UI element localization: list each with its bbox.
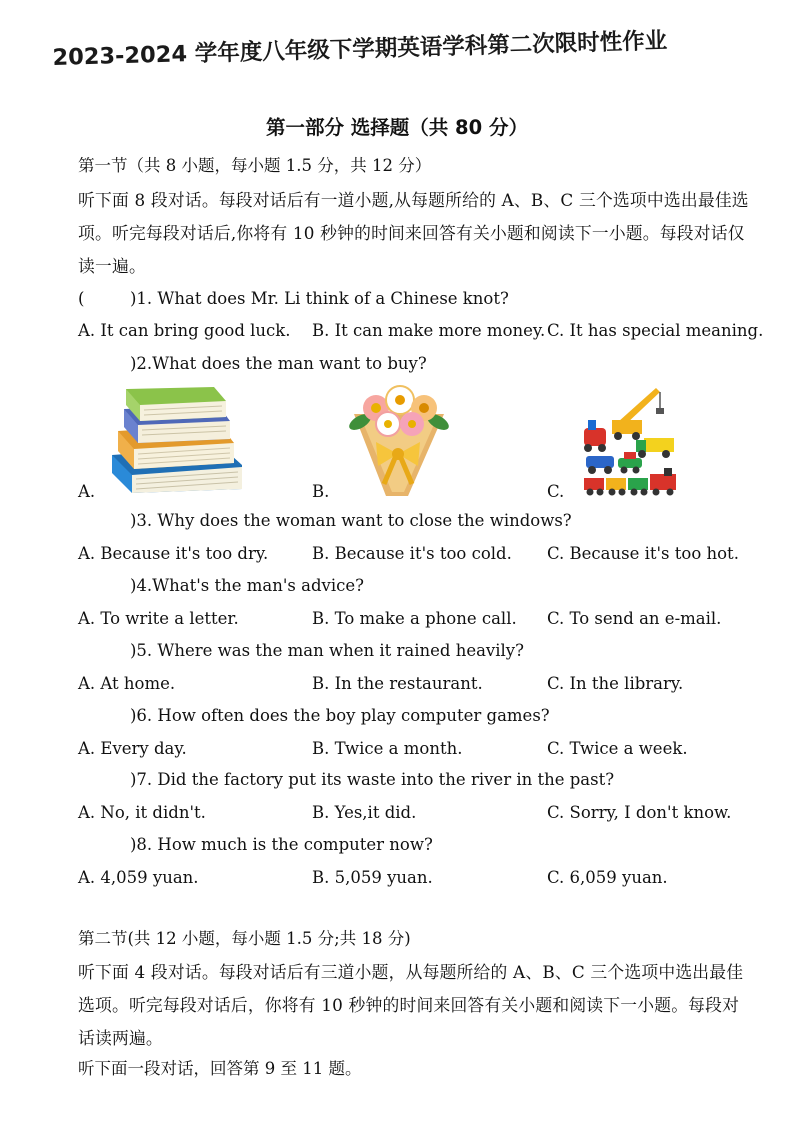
option-b: B. Twice a month.	[312, 739, 463, 758]
option-a: A. At home.	[78, 674, 176, 693]
question-5	[78, 641, 524, 660]
flowers-image	[340, 384, 458, 500]
option-a: A. It can bring good luck.	[78, 321, 291, 340]
part-one-title: 第一部分 选择题（共 80 分）	[265, 116, 528, 139]
picture-label-c: C.	[547, 482, 565, 501]
option-b: B. 5,059 yuan.	[312, 868, 433, 887]
option-c: C. Sorry, I don't know.	[547, 803, 732, 822]
question-stem: )8. How much is the computer now?	[130, 835, 433, 854]
document-header-title: 2023-2024 学年度八年级下学期英语学科第二次限时性作业	[52, 27, 668, 71]
option-a: A. To write a letter.	[78, 609, 239, 628]
option-c: C. In the library.	[547, 674, 684, 693]
option-b: B. Because it's too cold.	[312, 544, 512, 563]
question-stem: )3. Why does the woman want to close the windows?	[130, 511, 572, 530]
dialogue-lead-text: 听下面一段对话，回答第 9 至 11 题。	[78, 1059, 362, 1078]
section-one-instructions: 听下面 8 段对话。每段对话后有一道小题,从每题所给的 A、B、C 三个选项中选出最佳选项。听完每段对话后,你将有 10 秒钟的时间来回答有关小题和阅读下一小题。每段对话仅读一遍。	[78, 190, 749, 276]
section-one-heading: 第一节（共 8 小题，每小题 1.5 分，共 12 分）	[78, 156, 432, 175]
option-c: C. It has special meaning.	[547, 321, 764, 340]
option-a: A. No, it didn't.	[78, 803, 206, 822]
question-8	[78, 835, 433, 854]
question-2	[78, 354, 427, 373]
question-stem: )5. Where was the man when it rained heavily?	[130, 641, 524, 660]
option-c: C. Because it's too hot.	[547, 544, 739, 563]
question-stem: )4.What's the man's advice?	[130, 576, 364, 595]
option-a: A. Because it's too dry.	[78, 544, 269, 563]
option-a: A. 4,059 yuan.	[78, 868, 199, 887]
answer-blank[interactable]: (	[78, 289, 85, 308]
question-7	[78, 770, 614, 789]
question-6	[78, 706, 550, 725]
question-4	[78, 576, 364, 595]
books-image	[102, 385, 247, 497]
option-b: B. Yes,it did.	[312, 803, 417, 822]
section-two-instructions: 听下面 4 段对话。每段对话后有三道小题，从每题所给的 A、B、C 三个选项中选出最佳选项。听完每段对话后，你将有 10 秒钟的时间来回答有关小题和阅读下一小题。每段对话读两遍。	[78, 962, 744, 1048]
option-c: C. To send an e-mail.	[547, 609, 722, 628]
option-b: B. In the restaurant.	[312, 674, 483, 693]
option-b: B. It can make more money.	[312, 321, 546, 340]
question-1	[78, 289, 509, 308]
option-c: C. Twice a week.	[547, 739, 688, 758]
question-stem: )6. How often does the boy play computer games?	[130, 706, 550, 725]
question-stem: )1. What does Mr. Li think of a Chinese knot?	[130, 289, 509, 308]
question-stem: )7. Did the factory put its waste into the river in the past?	[130, 770, 615, 789]
option-a: A. Every day.	[78, 739, 187, 758]
toys-image	[578, 382, 684, 500]
question-3	[78, 511, 572, 530]
option-c: C. 6,059 yuan.	[547, 868, 668, 887]
section-two-heading: 第二节(共 12 小题，每小题 1.5 分;共 18 分)	[78, 929, 411, 948]
question-stem: )2.What does the man want to buy?	[130, 354, 427, 373]
option-b: B. To make a phone call.	[312, 609, 517, 628]
picture-label-a: A.	[78, 482, 96, 501]
picture-label-b: B.	[312, 482, 330, 501]
